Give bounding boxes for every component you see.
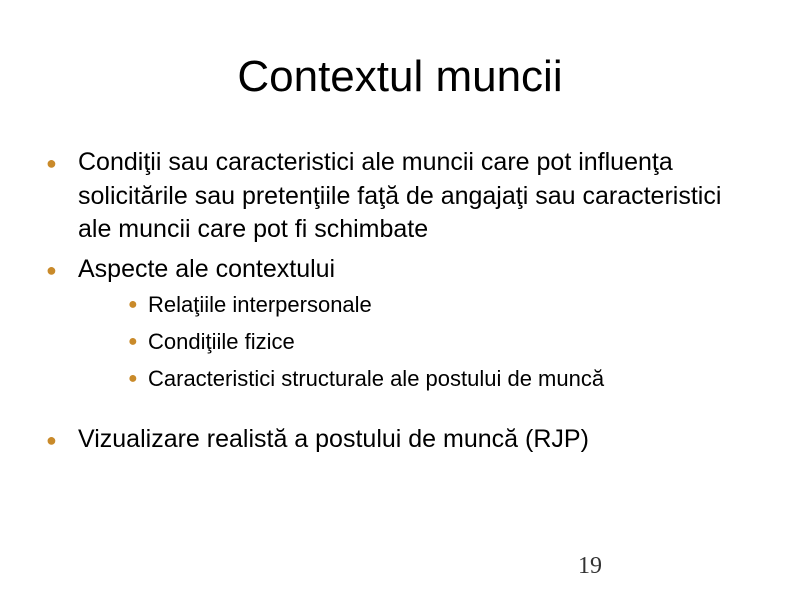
bullet-dot-icon: ● — [46, 259, 57, 280]
sub-bullet-text: Relaţiile interpersonale — [148, 292, 372, 317]
sub-bullet-list — [78, 290, 746, 394]
bullet-dot-icon: ● — [128, 333, 138, 350]
sub-bullet-text: Condiţiile fizice — [148, 329, 295, 354]
bullet-item — [46, 253, 746, 395]
slide-title: Contextul muncii — [237, 52, 563, 101]
page-number: 19 — [578, 553, 602, 579]
bullet-text: Vizualizare realistă a postului de muncă (RJP) — [78, 425, 589, 453]
bullet-text: Condiţii sau caracteristici ale muncii care pot influenţa solicitările sau pretenţiile faţă de angajaţi sau caracteristici ale muncii care pot fi schimbate — [78, 148, 722, 243]
bullet-dot-icon: ● — [128, 296, 138, 313]
spacer — [46, 401, 746, 423]
sub-bullet-text: Caracteristici structurale ale postului de muncă — [148, 366, 605, 391]
sub-bullet-item — [128, 327, 746, 357]
bullet-dot-icon: ● — [46, 153, 57, 173]
sub-bullet-item — [128, 290, 746, 320]
bullet-item — [46, 146, 746, 247]
bullet-list — [46, 146, 746, 463]
bullet-text: Aspecte ale contextului — [78, 254, 336, 283]
bullet-dot-icon: ● — [128, 370, 138, 387]
bullet-item — [46, 423, 746, 457]
sub-bullet-item — [128, 364, 746, 394]
bullet-dot-icon: ● — [46, 430, 57, 450]
